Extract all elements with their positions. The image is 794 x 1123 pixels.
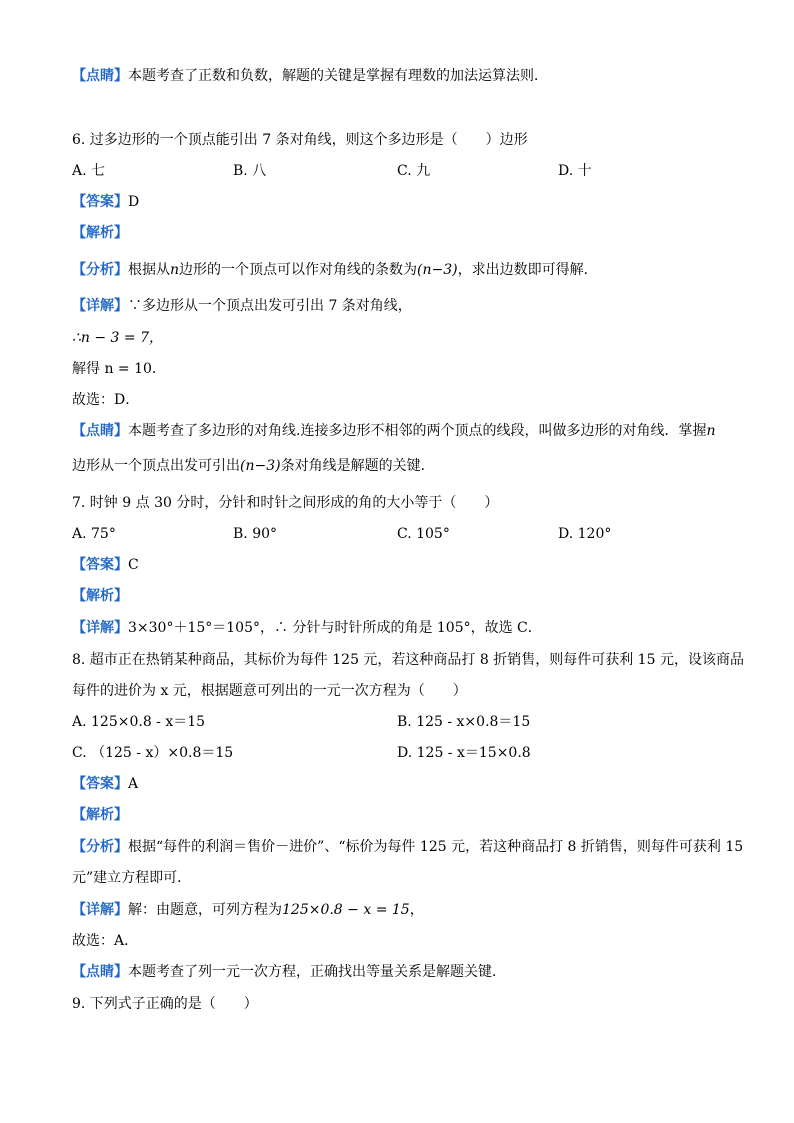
xiangjie-text-2: ，: [409, 902, 424, 918]
q8-jiexi: [72, 806, 128, 824]
q6-answer: [72, 193, 139, 211]
dianjing-tag: 【点睛】: [72, 423, 128, 439]
q8-xiangjie: [72, 901, 424, 919]
xiangjie-tag: 【详解】: [72, 298, 128, 314]
answer-value: D: [128, 194, 140, 210]
q6-dianjing: [72, 422, 715, 440]
fenxi-text-3: ，求出边数即可得解．: [457, 262, 598, 278]
answer-value: C: [128, 557, 139, 573]
q8-dianjing: [72, 963, 506, 981]
q8-stem-1: 8. 超市正在热销某种商品，其标价为每件 125 元，若这种商品打 8 折销售，则每件可获利 15 元，设该商品: [72, 652, 744, 668]
q6-step-3: 解得 n = 10．: [72, 361, 166, 377]
answer-tag: 【答案】: [72, 776, 128, 792]
fenxi-expr: (n−3): [417, 262, 458, 278]
q6-step-2: ∴n − 3 = 7，: [72, 330, 163, 346]
jiexi-tag: 【解析】: [72, 225, 128, 241]
fenxi-text-2: 边形的一个顶点可以作对角线的条数为: [179, 262, 418, 278]
q7-xiangjie: [72, 619, 542, 637]
q7-option-a: A. 75°: [72, 526, 116, 542]
q6-option-d: D. 十: [558, 163, 592, 179]
q7-stem: 7. 时钟 9 点 30 分时，分针和时针之间形成的角的大小等于（ ）: [72, 495, 499, 511]
dianjing-text: 本题考查了列一元一次方程，正确找出等量关系是解题关键．: [128, 964, 506, 980]
q8-fenxi-cont: 元”建立方程即可．: [72, 870, 192, 886]
q6-option-b: B. 八: [233, 163, 267, 179]
xiangjie-expr: 125×0.8 − x = 15: [282, 902, 410, 918]
q9-stem: 9. 下列式子正确的是（ ）: [72, 996, 258, 1012]
q6-jiexi: [72, 224, 128, 242]
q7-option-c: C. 105°: [397, 526, 450, 542]
comment-text: 本题考查了正数和负数，解题的关键是掌握有理数的加法运算法则．: [128, 68, 548, 84]
q8-step-2: 故选：A．: [72, 933, 139, 949]
q8-answer: [72, 775, 138, 793]
fenxi-var: n: [170, 262, 180, 278]
answer-tag: 【答案】: [72, 194, 128, 210]
xiangjie-text-1: 解：由题意，可列方程为: [128, 902, 282, 918]
xiangjie-text: 3×30°＋15°＝105°，∴ 分针与时针所成的角是 105°，故选 C．: [128, 620, 542, 636]
fenxi-text-1: 根据“每件的利润＝售价－进价”、“标价为每件 125 元，若这种商品打 8 折销售，则每件可获利 15: [128, 839, 744, 855]
fenxi-text-1: 根据从: [128, 262, 170, 278]
comment-tag: 【点睛】: [72, 68, 128, 84]
q6-option-a: A. 七: [72, 163, 106, 179]
dianjing-var: n: [706, 423, 716, 439]
fenxi-tag: 【分析】: [72, 839, 128, 855]
jiexi-tag: 【解析】: [72, 807, 128, 823]
q5-comment: [72, 67, 548, 85]
q7-answer: [72, 556, 139, 574]
dianjing-text-3: 条对角线是解题的关键．: [280, 458, 435, 474]
q6-fenxi: [72, 261, 598, 279]
dianjing-text-1: 本题考查了多边形的对角线.连接多边形不相邻的两个顶点的线段，叫做多边形的对角线．掌握: [128, 423, 707, 439]
q7-jiexi: [72, 587, 128, 605]
q6-xiangjie: [72, 297, 412, 315]
answer-tag: 【答案】: [72, 557, 128, 573]
q7-option-d: D. 120°: [558, 526, 612, 542]
q8-fenxi: [72, 838, 743, 856]
fenxi-tag: 【分析】: [72, 262, 128, 278]
q6-dianjing-cont: [72, 457, 435, 475]
dianjing-text-2: 边形从一个顶点出发可引出: [72, 458, 240, 474]
q8-stem-2: 每件的进价为 x 元，根据题意可列出的一元一次方程为（ ）: [72, 683, 467, 699]
xiangjie-tag: 【详解】: [72, 620, 128, 636]
q6-step-4: 故选：D．: [72, 392, 140, 408]
jiexi-tag: 【解析】: [72, 588, 128, 604]
q6-stem: 6. 过多边形的一个顶点能引出 7 条对角线，则这个多边形是（ ）边形: [72, 132, 528, 148]
q8-option-c: C. （125 - x）×0.8＝15: [72, 745, 234, 761]
xiangjie-tag: 【详解】: [72, 902, 128, 918]
q8-option-d: D. 125 - x＝15×0.8: [397, 745, 531, 761]
dianjing-tag: 【点睛】: [72, 964, 128, 980]
dianjing-expr: (n−3): [240, 458, 281, 474]
answer-value: A: [128, 776, 139, 792]
q6-option-c: C. 九: [397, 163, 431, 179]
q7-option-b: B. 90°: [233, 526, 278, 542]
q8-option-a: A. 125×0.8 - x＝15: [72, 714, 206, 730]
q8-option-b: B. 125 - x×0.8＝15: [397, 714, 531, 730]
xiangjie-text: ∵多边形从一个顶点出发可引出 7 条对角线，: [128, 298, 412, 314]
